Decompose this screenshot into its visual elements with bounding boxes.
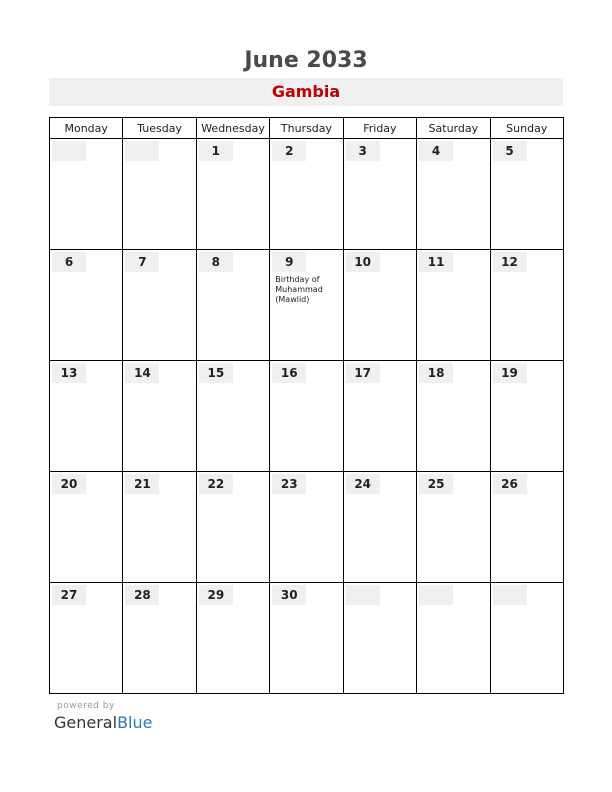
day-number [125, 141, 159, 161]
weekday-monday: Monday [50, 118, 123, 139]
day-cell[interactable] [490, 250, 563, 361]
day-number: 21 [125, 474, 159, 494]
day-cell[interactable] [270, 139, 343, 250]
day-cell[interactable] [50, 472, 123, 583]
day-cell[interactable] [270, 250, 343, 361]
week-row [50, 472, 564, 583]
weekday-wednesday: Wednesday [196, 118, 269, 139]
day-cell[interactable] [417, 250, 490, 361]
day-cell[interactable] [123, 139, 196, 250]
day-cell[interactable] [343, 250, 416, 361]
page-title: June 2033 [244, 48, 368, 73]
day-cell[interactable] [417, 361, 490, 472]
day-number: 16 [272, 363, 306, 383]
day-number: 30 [272, 585, 306, 605]
day-cell[interactable] [417, 139, 490, 250]
day-number [493, 585, 527, 605]
day-number: 8 [199, 252, 233, 272]
day-number: 23 [272, 474, 306, 494]
day-cell[interactable] [343, 583, 416, 694]
day-number: 5 [493, 141, 527, 161]
day-cell[interactable] [123, 250, 196, 361]
day-cell[interactable] [50, 139, 123, 250]
day-cell[interactable] [343, 361, 416, 472]
weekday-header-row [50, 118, 564, 139]
generalblue-logo[interactable] [54, 713, 152, 733]
day-cell[interactable] [50, 583, 123, 694]
day-cell[interactable] [490, 472, 563, 583]
day-number: 24 [346, 474, 380, 494]
weekday-sunday: Sunday [490, 118, 563, 139]
brand-blue-text: Blue [117, 713, 153, 732]
day-number: 25 [419, 474, 453, 494]
day-number [52, 141, 86, 161]
day-number: 11 [419, 252, 453, 272]
day-number [346, 585, 380, 605]
day-number: 17 [346, 363, 380, 383]
weekday-saturday: Saturday [417, 118, 490, 139]
day-cell[interactable] [343, 472, 416, 583]
day-number: 2 [272, 141, 306, 161]
calendar-grid [49, 117, 564, 694]
day-cell[interactable] [50, 361, 123, 472]
day-cell[interactable] [490, 583, 563, 694]
day-number: 1 [199, 141, 233, 161]
day-cell[interactable] [196, 583, 269, 694]
day-cell[interactable] [343, 139, 416, 250]
country-banner [49, 78, 563, 106]
weekday-tuesday: Tuesday [123, 118, 196, 139]
day-cell[interactable] [123, 361, 196, 472]
day-number: 6 [52, 252, 86, 272]
day-cell[interactable] [270, 583, 343, 694]
day-number: 15 [199, 363, 233, 383]
day-cell[interactable] [270, 361, 343, 472]
powered-by-label: powered by [57, 701, 115, 711]
week-row [50, 583, 564, 694]
day-number: 12 [493, 252, 527, 272]
country-name: Gambia [271, 82, 341, 101]
day-number: 22 [199, 474, 233, 494]
day-cell[interactable] [196, 139, 269, 250]
day-number: 18 [419, 363, 453, 383]
day-cell[interactable] [490, 361, 563, 472]
day-number [419, 585, 453, 605]
day-number: 13 [52, 363, 86, 383]
day-cell[interactable] [50, 250, 123, 361]
day-cell[interactable] [123, 472, 196, 583]
weekday-thursday: Thursday [270, 118, 343, 139]
holiday-event: Birthday of Muhammad (Mawlid) [275, 275, 323, 304]
calendar-body [50, 139, 564, 694]
day-cell[interactable] [196, 250, 269, 361]
day-number: 3 [346, 141, 380, 161]
day-cell[interactable] [270, 472, 343, 583]
day-cell[interactable] [417, 583, 490, 694]
weekday-friday: Friday [343, 118, 416, 139]
day-number: 26 [493, 474, 527, 494]
week-row [50, 250, 564, 361]
day-number: 29 [199, 585, 233, 605]
day-cell[interactable] [196, 472, 269, 583]
day-cell[interactable] [490, 139, 563, 250]
week-row [50, 139, 564, 250]
day-number: 14 [125, 363, 159, 383]
day-number: 4 [419, 141, 453, 161]
day-number: 28 [125, 585, 159, 605]
week-row [50, 361, 564, 472]
day-cell[interactable] [123, 583, 196, 694]
day-cell[interactable] [196, 361, 269, 472]
day-number: 20 [52, 474, 86, 494]
day-number: 9 [272, 252, 306, 272]
day-number: 27 [52, 585, 86, 605]
day-cell[interactable] [417, 472, 490, 583]
day-number: 10 [346, 252, 380, 272]
brand-general-text: General [54, 713, 118, 732]
day-number: 7 [125, 252, 159, 272]
day-number: 19 [493, 363, 527, 383]
